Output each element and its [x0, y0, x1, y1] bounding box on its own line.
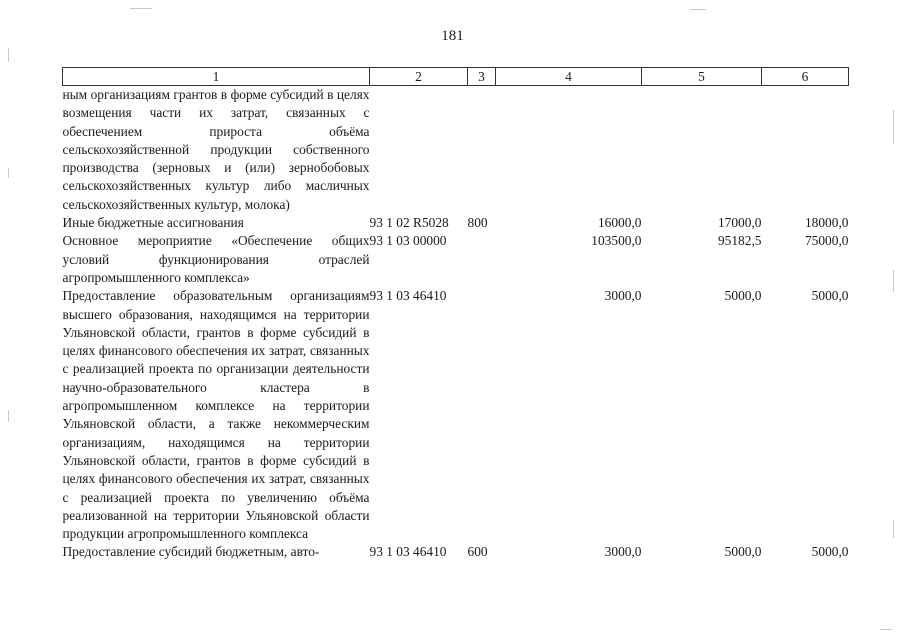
row-code: 93 1 03 00000 [369, 233, 447, 249]
scan-artifact [130, 8, 152, 9]
scan-artifact [8, 410, 9, 422]
row-type [468, 232, 496, 287]
column-header-2: 2 [370, 68, 468, 86]
row-code: 93 1 03 46410 [369, 288, 447, 304]
row-type: 600 [467, 544, 488, 560]
row-name: Основное мероприятие «Обеспечение общих условий функционирования отраслей агропромышленного комплекса» [62, 233, 370, 285]
row-value-2: 17000,0 [717, 215, 762, 231]
row-code: 93 1 02 R5028 [369, 215, 449, 231]
scan-artifact [893, 270, 894, 292]
page-number: 181 [441, 28, 464, 44]
row-name: Предоставление образовательным организациям высшего образования, находящимся на территории Ульяновской области, грантов в форме субсидий в целях финансового обеспечения их затрат, связанных с реализацией проекта по организации деятельности научно-образовательного кластера в агропромышленном комплексе на территории Ульяновской области, а также некоммерческим организациям, находящимся на территории Ульяновской области, грантов в форме субсидий в целях финансового обеспечения их затрат, связанных с реализацией проекта по увеличению объёма реализованной на территории Ульяновской области продукции агропромышленного комплекса [62, 288, 370, 542]
row-code: 93 1 03 46410 [369, 544, 447, 560]
row-value-3: 5000,0 [811, 544, 849, 560]
table-row [63, 86, 849, 215]
row-name: Предоставление субсидий бюджетным, авто- [62, 544, 320, 560]
row-value-3 [762, 86, 849, 215]
row-value-3: 75000,0 [804, 233, 849, 249]
row-value-1: 16000,0 [597, 215, 642, 231]
column-header-4: 4 [496, 68, 642, 86]
table-row [63, 287, 849, 543]
table-row [63, 214, 849, 232]
row-value-2: 5000,0 [724, 544, 762, 560]
row-value-2: 95182,5 [717, 233, 762, 249]
row-type: 800 [467, 215, 488, 231]
row-name: Иные бюджетные ассигнования [62, 215, 244, 231]
scan-artifact [893, 110, 894, 144]
column-header-3: 3 [468, 68, 496, 86]
row-value-1: 3000,0 [604, 544, 642, 560]
table-row [63, 543, 849, 561]
row-value-2 [642, 86, 762, 215]
row-value-1: 103500,0 [591, 233, 642, 249]
column-header-1: 1 [63, 68, 370, 86]
row-name: ным организациям грантов в форме субсидий в целях возмещения части их затрат, связанных с обеспечением прироста объёма сельскохозяйственной продукции собственного производства (зерновых и (или) зернобобовых сельскохозяйственных культур либо масличных сельскохозяйственных культур, молока) [62, 87, 370, 212]
table-row [63, 232, 849, 287]
row-value-3: 5000,0 [811, 288, 849, 304]
column-header-6: 6 [762, 68, 849, 86]
table-header-row [63, 68, 849, 86]
scan-artifact [690, 9, 706, 10]
scan-artifact [893, 520, 894, 538]
scan-artifact [8, 48, 9, 62]
scan-artifact [880, 629, 892, 630]
row-code [370, 86, 468, 215]
row-value-1 [496, 86, 642, 215]
row-type [468, 86, 496, 215]
row-value-3: 18000,0 [804, 215, 849, 231]
row-type [468, 287, 496, 543]
row-value-2: 5000,0 [724, 288, 762, 304]
budget-table [62, 67, 849, 562]
row-value-1: 3000,0 [604, 288, 642, 304]
column-header-5: 5 [642, 68, 762, 86]
scan-artifact [8, 168, 9, 178]
